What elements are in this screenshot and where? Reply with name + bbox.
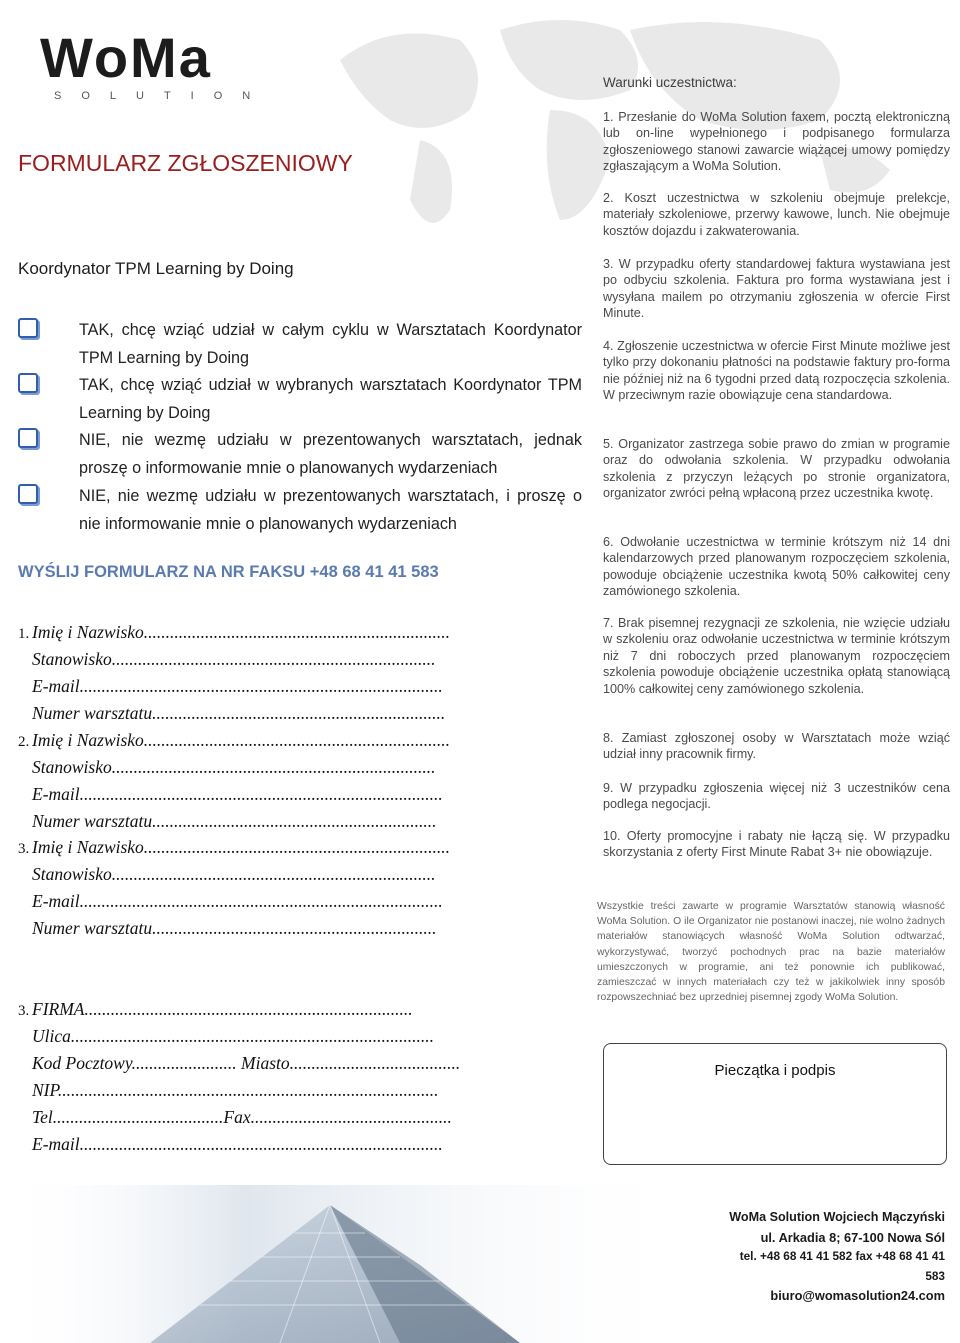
field-label: E-mail................................................................................... [32, 784, 443, 804]
participant-number: 2. [18, 734, 30, 750]
participant-1-position-field[interactable] [18, 646, 578, 672]
field-label: E-mail................................................................................... [32, 1134, 443, 1154]
participant-2-workshop-field[interactable] [18, 808, 578, 834]
stamp-label: Pieczątka i podpis [714, 1062, 836, 1079]
participant-2-name-field[interactable] [18, 727, 578, 755]
copyright-notice: Wszystkie treści zawarte w programie Warsztatów stanowią własność WoMa Solution. O ile Organizator nie postanowi inaczej, nie wolno żadnych materiałów stanowiących własność WoMa Solution odtwarzać, wykorzystywać, tworzyć pochodnych prac na bazie materiałów umieszczonych w programie, ani też ponownie ich publikować, zamieszczać w innych materiałach czy też w jakikolwiek inny sposób rozpowszechniać bez uprzedniej pisemnej zgody WoMa Solution. [597, 901, 945, 1004]
condition-5: 5. Organizator zastrzega sobie prawo do zmian w programie oraz do odwołania szkolenia. W przypadku odwołania szkolenia z przyczyn leżących po stronie organizatora, organizator zwróci pełną wpłaconą przez uczestnika kwotę. [603, 437, 950, 501]
company-name: WoMa Solution Wojciech Mączyński [729, 1210, 945, 1224]
option-label: NIE, nie wezmę udziału w prezentowanych warsztatach, i proszę o nie informowanie mnie o planowanych wydarzeniach [79, 487, 582, 533]
option-label: TAK, chcę wziąć udział w wybranych warsztatach Koordynator TPM Learning by Doing [79, 376, 582, 422]
woma-logo [40, 28, 280, 108]
condition-7: 7. Brak pisemnej rezygnacji ze szkolenia, nie wzięcie udziału w szkoleniu oraz odwołanie uczestnictwa w terminie krótszym niż 7 dni roboczych przed planowanym rozpoczęciem szkolenia powoduje obciążenie uczestnika opłatą stanowiącą 100% całkowitej ceny zamówionego szkolenia. [603, 616, 950, 696]
field-label: Imię i Nazwisko...................................................................... [32, 622, 451, 642]
condition-9: 9. W przypadku zgłoszenia więcej niż 3 uczestników cena podlega negocjacji. [603, 781, 950, 812]
company-tel-fax-field[interactable] [18, 1104, 578, 1130]
checkbox[interactable] [18, 318, 38, 338]
condition-4: 4. Zgłoszenie uczestnictwa w ofercie First Minute możliwe jest tylko przy dokonaniu płatności na podstawie faktury pro-forma nie później niż na 6 tygodni przed datą rozpoczęcia szkolenia. W przeciwnym razie obowiązuje cena standardowa. [603, 339, 950, 403]
conditions-title: Warunki uczestnictwa: [603, 75, 737, 90]
participant-1-name-field[interactable] [18, 619, 578, 647]
section-title: Koordynator TPM Learning by Doing [18, 259, 294, 278]
company-nip-field[interactable] [18, 1077, 578, 1103]
condition-10: 10. Oferty promocyjne i rabaty nie łączą się. W przypadku skorzystania z oferty First Minute Rabat 3+ nie obowiązuje. [603, 829, 950, 860]
participant-2-position-field[interactable] [18, 754, 578, 780]
condition-8: 8. Zamiast zgłoszonej osoby w Warsztatach może wziąć udział inny pracownik firmy. [603, 731, 950, 762]
participant-2-email-field[interactable] [18, 781, 578, 807]
participant-1-email-field[interactable] [18, 673, 578, 699]
participant-number: 3. [18, 841, 30, 857]
participant-1-workshop-field[interactable] [18, 700, 578, 726]
company-number: 3. [18, 1003, 30, 1019]
participant-3-email-field[interactable] [18, 888, 578, 914]
condition-6: 6. Odwołanie uczestnictwa w terminie krótszym niż 14 dni kalendarzowych przed planowanym rozpoczęciem szkolenia, powoduje obciążenie uczestnika kwotą 50% całkowitej ceny zamówionego szkolenia. [603, 535, 950, 599]
field-label: Kod Pocztowy........................ Miasto....................................... [32, 1053, 461, 1073]
company-email: biuro@womasolution24.com [770, 1288, 945, 1303]
company-contact [720, 1208, 945, 1306]
field-label: E-mail................................................................................... [32, 891, 443, 911]
logo-subtitle: SOLUTION [54, 90, 271, 102]
company-street-field[interactable] [18, 1023, 578, 1049]
company-postcode-city-field[interactable] [18, 1050, 578, 1076]
field-label: Numer warsztatu................................................................. [32, 918, 437, 938]
company-email-field[interactable] [18, 1131, 578, 1157]
logo-wordmark: WoMa [40, 26, 212, 89]
condition-3: 3. W przypadku oferty standardowej faktura wystawiana jest po odbyciu szkolenia. Faktura pro forma wystawiana jest i wysyłana mailem po otrzymaniu zgłoszenia w ofercie First Minute. [603, 257, 950, 321]
field-label: Stanowisko.......................................................................... [32, 649, 436, 669]
option-label: TAK, chcę wziąć udział w całym cyklu w Warsztatach Koordynator TPM Learning by Doing [79, 321, 582, 367]
field-label: Imię i Nazwisko...................................................................... [32, 837, 451, 857]
participant-3-position-field[interactable] [18, 861, 578, 887]
checkbox[interactable] [18, 373, 38, 393]
company-phone: tel. +48 68 41 41 582 fax +48 68 41 41 583 [739, 1249, 945, 1283]
condition-2: 2. Koszt uczestnictwa w szkoleniu obejmuje prelekcje, materiały szkoleniowe, przerwy kawowe, lunch. Nie obejmuje kosztów dojazdu i zakwaterowania. [603, 191, 950, 238]
company-address: ul. Arkadia 8; 67-100 Nowa Sól [760, 1229, 945, 1245]
participant-3-workshop-field[interactable] [18, 915, 578, 941]
company-name-field[interactable] [18, 996, 578, 1024]
participant-number: 1. [18, 626, 30, 642]
field-label: Stanowisko.......................................................................... [32, 757, 436, 777]
field-label: Ulica................................................................................... [32, 1026, 435, 1046]
field-label: E-mail................................................................................... [32, 676, 443, 696]
field-label: FIRMA........................................................................... [32, 999, 413, 1019]
fax-instruction: WYŚLIJ FORMULARZ NA NR FAKSU +48 68 41 41 583 [18, 563, 439, 581]
field-label: Numer warsztatu................................................................. [32, 811, 437, 831]
checkbox[interactable] [18, 428, 38, 448]
building-image [0, 1185, 700, 1343]
field-label: Numer warsztatu................................................................... [32, 703, 446, 723]
stamp-signature-box[interactable] [603, 1043, 947, 1165]
field-label: NIP....................................................................................... [32, 1080, 439, 1100]
field-label: Imię i Nazwisko...................................................................... [32, 730, 451, 750]
form-title: FORMULARZ ZGŁOSZENIOWY [18, 150, 353, 176]
condition-1: 1. Przesłanie do WoMa Solution faxem, pocztą elektroniczną lub on-line wypełnionego i podpisanego formularza zgłoszeniowego stanowi zawarcie wiążącej umowy pomiędzy zgłaszającym a WoMa Solution. [603, 110, 950, 174]
option-label: NIE, nie wezmę udziału w prezentowanych warsztatach, jednak proszę o informowanie mnie o planowanych wydarzeniach [79, 431, 582, 477]
participant-3-name-field[interactable] [18, 834, 578, 862]
field-label: Stanowisko.......................................................................... [32, 864, 436, 884]
checkbox[interactable] [18, 484, 38, 504]
field-label: Tel.......................................Fax.............................................. [32, 1107, 452, 1127]
